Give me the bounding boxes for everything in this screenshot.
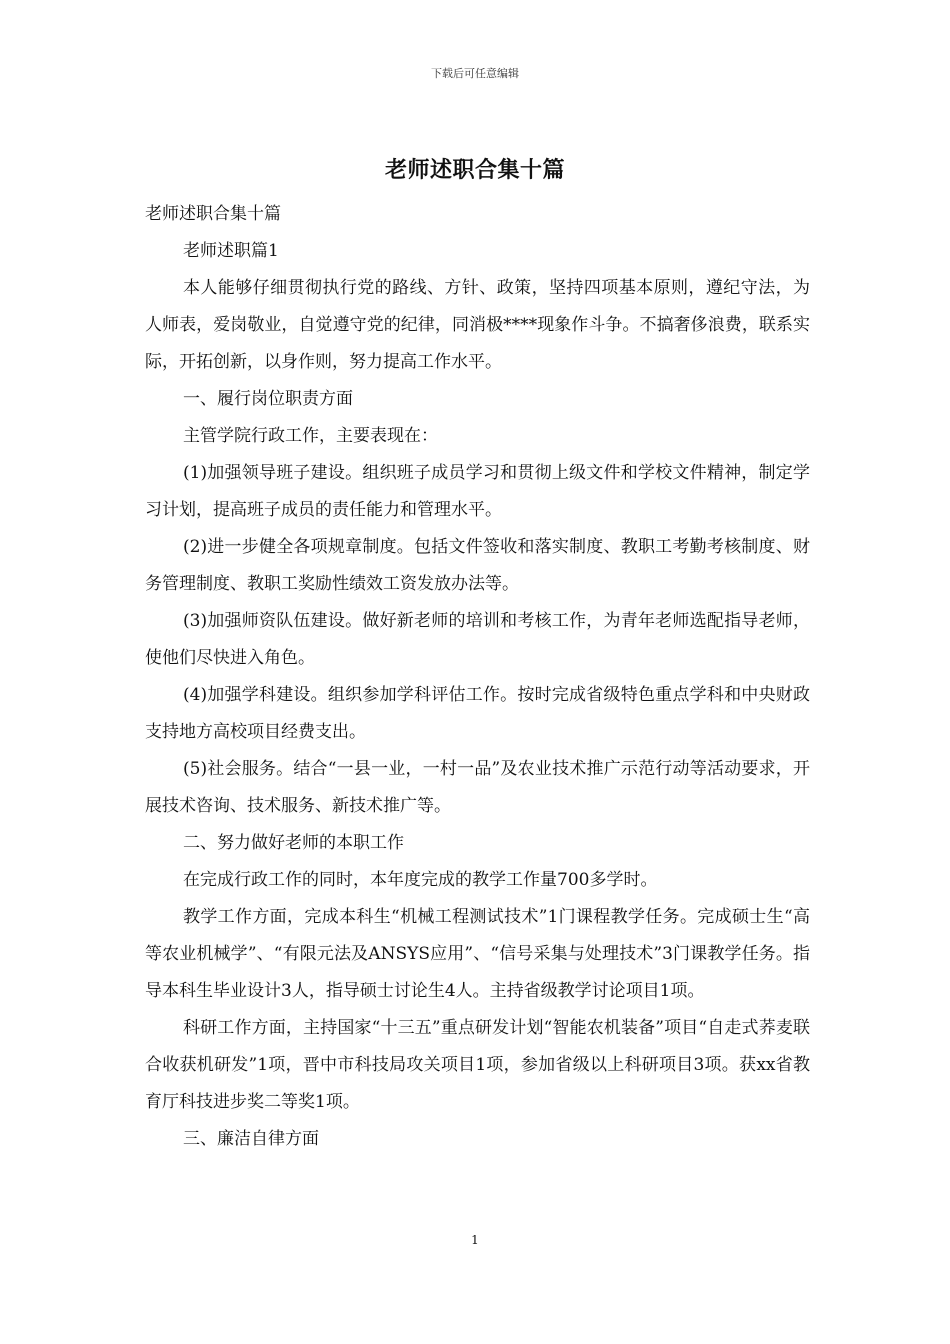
paragraph-research: 科研工作方面，主持国家“十三五”重点研发计划“智能农机装备”项目“自走式荞麦联合收获机研发”1项，晋中市科技局攻关项目1项，参加省级以上科研项目3项。获xx省教育厅科技进步奖二等奖1项。 (145, 1018, 810, 1112)
section-heading-2: 二、努力做好老师的本职工作 (183, 833, 404, 853)
section-heading-3: 三、廉洁自律方面 (183, 1129, 319, 1149)
list-item-3: (3)加强师资队伍建设。做好新老师的培训和考核工作，为青年老师选配指导老师，使他们尽快进入角色。 (145, 611, 810, 668)
document-title: 老师述职合集十篇 (384, 157, 565, 183)
paragraph: 在完成行政工作的同时，本年度完成的教学工作量700多学时。 (183, 870, 658, 890)
paragraph-section-heading: 老师述职篇1 (183, 241, 279, 261)
paragraph-subtitle: 老师述职合集十篇 (145, 204, 281, 224)
list-item-1: (1)加强领导班子建设。组织班子成员学习和贯彻上级文件和学校文件精神，制定学习计划，提高班子成员的责任能力和管理水平。 (145, 463, 810, 520)
list-item-5: (5)社会服务。结合“一县一业，一村一品”及农业技术推广示范行动等活动要求，开展技术咨询、技术服务、新技术推广等。 (145, 759, 810, 816)
paragraph: 主管学院行政工作，主要表现在： (183, 426, 438, 446)
paragraph: 本人能够仔细贯彻执行党的路线、方针、政策，坚持四项基本原则，遵纪守法，为人师表，爱岗敬业，自觉遵守党的纪律，同消极****现象作斗争。不搞奢侈浪费，联系实际，开拓创新，以身作则，努力提高工作水平。 (145, 278, 810, 372)
section-heading-1: 一、履行岗位职责方面 (183, 389, 353, 409)
list-item-2: (2)进一步健全各项规章制度。包括文件签收和落实制度、教职工考勤考核制度、财务管理制度、教职工奖励性绩效工资发放办法等。 (145, 537, 810, 594)
list-item-4: (4)加强学科建设。组织参加学科评估工作。按时完成省级特色重点学科和中央财政支持地方高校项目经费支出。 (145, 685, 810, 742)
paragraph-teaching: 教学工作方面，完成本科生“机械工程测试技术”1门课程教学任务。完成硕士生“高等农业机械学”、“有限元法及ANSYS应用”、“信号采集与处理技术”3门课教学任务。指导本科生毕业设计3人，指导硕士讨论生4人。主持省级教学讨论项目1项。 (145, 907, 810, 1001)
page-number: 1 (471, 1233, 479, 1247)
page-header-note: 下载后可任意编辑 (431, 67, 519, 80)
document-body (145, 196, 810, 1158)
